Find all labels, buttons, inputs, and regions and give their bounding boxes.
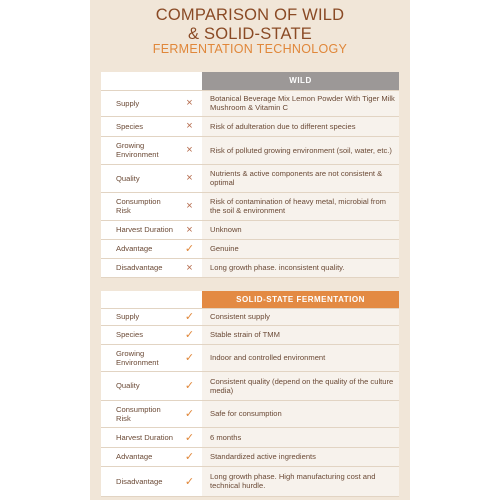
- row-value: Genuine: [202, 239, 399, 258]
- row-label: Supply: [101, 308, 177, 325]
- row-label: Supply: [101, 90, 177, 116]
- table-row: [101, 344, 399, 371]
- table-row: [101, 325, 399, 344]
- title-line-1: COMPARISON OF WILD: [155, 6, 345, 24]
- table-row: [101, 164, 399, 192]
- ssf-rows: [101, 308, 399, 496]
- row-value: Consistent quality (depend on the quality of the culture media): [202, 371, 399, 400]
- table-row: [101, 371, 399, 400]
- row-label: Consumption Risk: [101, 400, 177, 427]
- row-value: Risk of adulteration due to different species: [202, 116, 399, 136]
- row-label: Species: [101, 116, 177, 136]
- table-row: [101, 427, 399, 447]
- wild-table-header-row: [101, 72, 399, 90]
- table-row: [101, 239, 399, 258]
- row-value: Safe for consumption: [202, 400, 399, 427]
- row-label: Quality: [101, 164, 177, 192]
- table-row: [101, 258, 399, 277]
- row-label: Disadvantage: [101, 258, 177, 277]
- row-value: Risk of polluted growing environment (soil, water, etc.): [202, 136, 399, 164]
- x-icon: ×: [177, 192, 202, 220]
- table-row: [101, 447, 399, 466]
- table-row: [101, 308, 399, 325]
- row-label: Species: [101, 325, 177, 344]
- row-value: Standardized active ingredients: [202, 447, 399, 466]
- table-row: [101, 136, 399, 164]
- table-row: [101, 192, 399, 220]
- check-icon: ✓: [177, 400, 202, 427]
- x-icon: ×: [177, 220, 202, 239]
- row-label: Growing Environment: [101, 344, 177, 371]
- check-icon: ✓: [177, 308, 202, 325]
- ssf-table: [101, 291, 399, 497]
- page-title: [90, 6, 410, 44]
- ssf-table-header-row: [101, 291, 399, 308]
- row-value: Unknown: [202, 220, 399, 239]
- table-row: [101, 116, 399, 136]
- table-row: [101, 90, 399, 116]
- row-label: Disadvantage: [101, 466, 177, 496]
- row-label: Quality: [101, 371, 177, 400]
- row-value: Long growth phase. High manufacturing cost and technical hurdle.: [202, 466, 399, 496]
- x-icon: ×: [177, 164, 202, 192]
- row-value: 6 months: [202, 427, 399, 447]
- table-row: [101, 400, 399, 427]
- row-value: Consistent supply: [202, 308, 399, 325]
- wild-rows: [101, 90, 399, 277]
- check-icon: ✓: [177, 371, 202, 400]
- wild-header: WILD: [202, 72, 399, 90]
- ssf-header: SOLID-STATE FERMENTATION: [202, 291, 399, 308]
- wild-table: [101, 72, 399, 278]
- x-icon: ×: [177, 258, 202, 277]
- check-icon: ✓: [177, 325, 202, 344]
- table-row: [101, 220, 399, 239]
- page-subtitle: FERMENTATION TECHNOLOGY: [152, 42, 348, 56]
- row-value: Long growth phase. inconsistent quality.: [202, 258, 399, 277]
- check-icon: ✓: [177, 344, 202, 371]
- table-row: [101, 466, 399, 496]
- row-value: Stable strain of TMM: [202, 325, 399, 344]
- row-label: Advantage: [101, 239, 177, 258]
- row-label: Harvest Duration: [101, 220, 177, 239]
- row-value: Risk of contamination of heavy metal, microbial from the soil & environment: [202, 192, 399, 220]
- row-label: Harvest Duration: [101, 427, 177, 447]
- check-icon: ✓: [177, 447, 202, 466]
- check-icon: ✓: [177, 466, 202, 496]
- header-blank-cell: [101, 291, 202, 308]
- row-label: Growing Environment: [101, 136, 177, 164]
- check-icon: ✓: [177, 427, 202, 447]
- x-icon: ×: [177, 136, 202, 164]
- row-value: Botanical Beverage Mix Lemon Powder With Tiger Milk Mushroom & Vitamin C: [202, 90, 399, 116]
- row-label: Advantage: [101, 447, 177, 466]
- header-blank-cell: [101, 72, 202, 90]
- title-line-2: & SOLID-STATE: [188, 25, 312, 43]
- check-icon: ✓: [177, 239, 202, 258]
- row-label: Consumption Risk: [101, 192, 177, 220]
- x-icon: ×: [177, 116, 202, 136]
- row-value: Indoor and controlled environment: [202, 344, 399, 371]
- x-icon: ×: [177, 90, 202, 116]
- row-value: Nutrients & active components are not consistent & optimal: [202, 164, 399, 192]
